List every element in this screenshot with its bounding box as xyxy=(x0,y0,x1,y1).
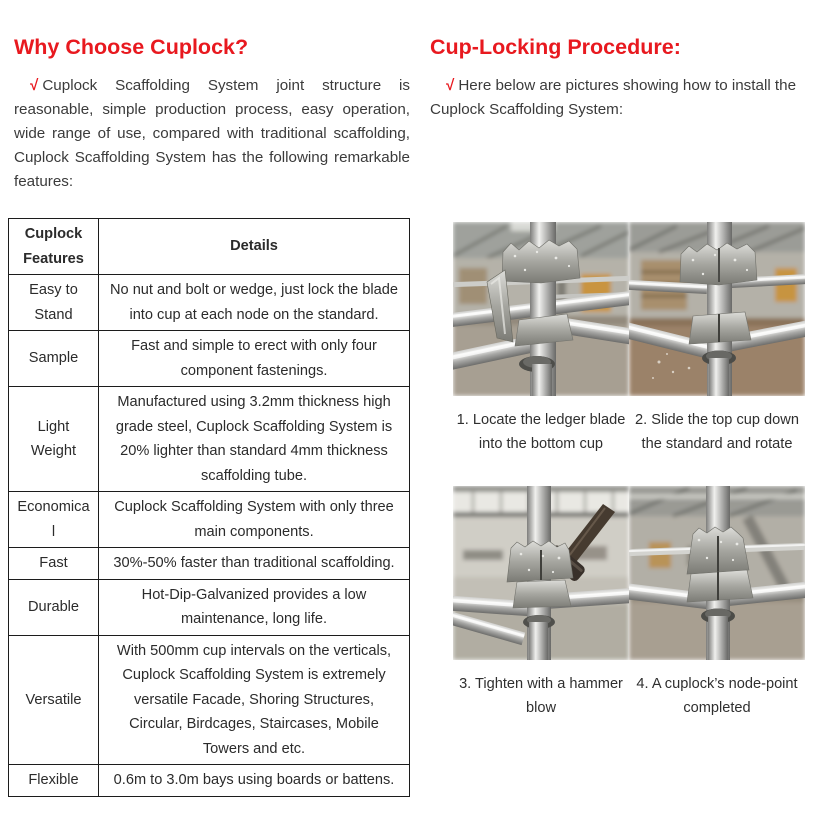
cuplock-hammer-photo-3 xyxy=(453,486,629,660)
photo-step-1 xyxy=(453,222,629,396)
photo-caption-4: 4. A cuplock’s node-point completed xyxy=(636,676,798,716)
feature-cell: Versatile xyxy=(9,635,99,765)
details-cell: No nut and bolt or wedge, just lock the blade into cup at each node on the standard. xyxy=(99,275,410,331)
details-cell: With 500mm cup intervals on the verticals, Cuplock Scaffolding System is extremely versatile Facade, Shoring Structures, Circular, Birdcages, Staircases, Mobile Towers and etc. xyxy=(99,635,410,765)
table-row xyxy=(9,492,410,548)
cup-locking-section xyxy=(430,34,816,750)
check-mark: √ xyxy=(446,77,455,94)
table-row xyxy=(9,765,410,797)
cuplock-joint-photo-2 xyxy=(629,222,805,396)
feature-cell: Flexible xyxy=(9,765,99,797)
why-choose-section xyxy=(8,34,410,797)
why-choose-intro xyxy=(14,74,410,194)
photo-caption-1: 1. Locate the ledger blade into the bottom cup xyxy=(456,412,626,452)
details-cell: Cuplock Scaffolding System with only three main components. xyxy=(99,492,410,548)
details-cell: 30%-50% faster than traditional scaffolding. xyxy=(99,548,410,580)
details-cell: Manufactured using 3.2mm thickness high grade steel, Cuplock Scaffolding System is 20% lighter than standard 4mm thickness scaffolding tube. xyxy=(99,387,410,492)
cuplock-completed-photo-4 xyxy=(629,486,805,660)
table-row xyxy=(9,635,410,765)
table-row xyxy=(9,275,410,331)
table-row xyxy=(9,548,410,580)
why-choose-intro-text: Cuplock Scaffolding System joint structure is reasonable, simple production process, easy operation, wide range of use, compared with traditional scaffolding, Cuplock Scaffolding System has the following remarkable features: xyxy=(14,77,410,190)
photo-caption-3: 3. Tighten with a hammer blow xyxy=(459,676,623,716)
cup-locking-title: Cup-Locking Procedure: xyxy=(430,35,681,59)
check-mark: √ xyxy=(30,77,39,94)
cuplock-joint-photo-1 xyxy=(453,222,629,396)
table-row xyxy=(9,331,410,387)
table-header-row xyxy=(9,219,410,275)
why-choose-title: Why Choose Cuplock? xyxy=(14,35,249,59)
photo-step-2 xyxy=(629,222,805,396)
photo-caption-2: 2. Slide the top cup down the standard and rotate xyxy=(635,412,799,452)
photo-step-4 xyxy=(629,486,805,660)
cup-locking-intro xyxy=(430,74,816,122)
feature-cell: Sample xyxy=(9,331,99,387)
feature-cell: Light Weight xyxy=(9,387,99,492)
details-cell: Fast and simple to erect with only four component fastenings. xyxy=(99,331,410,387)
procedure-photo-grid xyxy=(453,222,816,750)
details-cell: Hot-Dip-Galvanized provides a low maintenance, long life. xyxy=(99,579,410,635)
feature-cell: Economical xyxy=(9,492,99,548)
header-details: Details xyxy=(99,219,410,275)
feature-cell: Fast xyxy=(9,548,99,580)
features-table xyxy=(8,218,410,797)
photo-step-3 xyxy=(453,486,629,660)
table-row xyxy=(9,579,410,635)
details-cell: 0.6m to 3.0m bays using boards or battens. xyxy=(99,765,410,797)
feature-cell: Easy to Stand xyxy=(9,275,99,331)
table-row xyxy=(9,387,410,492)
feature-cell: Durable xyxy=(9,579,99,635)
cup-locking-intro-text: Here below are pictures showing how to install the Cuplock Scaffolding System: xyxy=(430,77,797,118)
header-cuplock-features: Cuplock Features xyxy=(9,219,99,275)
